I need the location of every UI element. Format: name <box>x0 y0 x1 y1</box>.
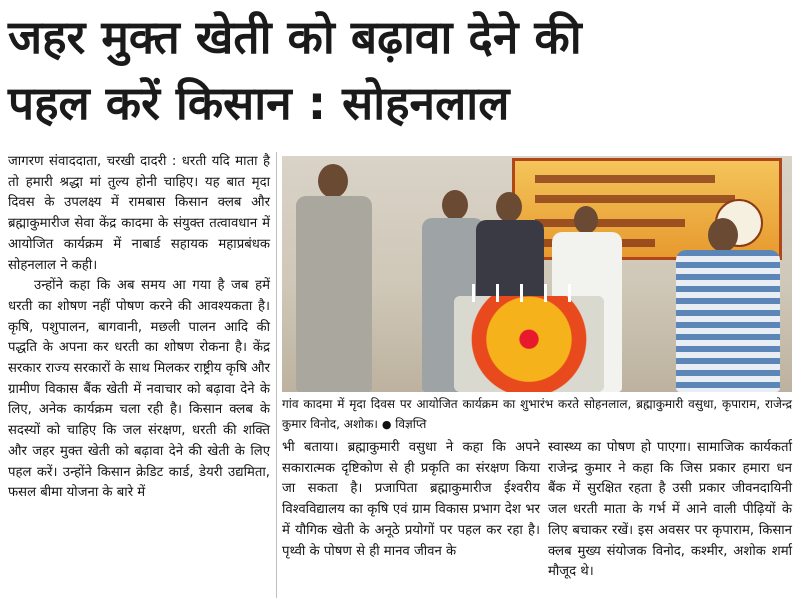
headline-line-2: पहल करें किसान : सोहनलाल <box>8 76 510 130</box>
article-paragraph-3: भी बताया। ब्रह्माकुमारी वसुधा ने कहा कि अपने सकारात्मक दृष्टिकोण से ही प्रकृति का संरक्षण किया जा सकता है। प्रजापिता ब्रह्माकुमारीज ईश्वरीय विश्वविद्यालय का कृषि एवं ग्राम विकास प्रभाग देश भर में यौगिक खेती के अनूठे प्रयोगों पर पहल कर रहा है। पृथ्वी के पोषण से ही मानव जीवन के <box>282 440 540 559</box>
ceremonial-cake <box>454 296 604 392</box>
headline-line-1: जहर मुक्त खेती को बढ़ावा देने की <box>8 10 582 64</box>
article-paragraph-2: उन्होंने कहा कि अब समय आ गया है जब हमें धरती का शोषण नहीं पोषण करने की आवश्यकता है। कृषि, पशुपालन, बागवानी, मछली पालन आदि की पद्धति के अपना कर धरती का शोषण रोकना है। केंद्र सरकार राज्य सरकारों के साथ मिलकर राष्ट्रीय कृषि और ग्रामीण विकास बैंक खेती में नवाचार को बढ़ावा देने के लिए, अनेक कार्यक्रम चला रही है। किसान क्लब के सदस्यों को चाहिए कि जल संरक्षण, धरती की शक्ति और जहर मुक्त खेती को बढ़ावा देने की खेती के लिए पहल करें। उन्होंने किसान क्रेडिट कार्ड, डेयरी उद्यमिता, फसल बीमा योजना के बारे में <box>8 278 270 501</box>
event-photo <box>282 156 792 392</box>
headline <box>8 4 792 136</box>
article-column-left <box>8 152 270 504</box>
article-paragraph-4: स्वास्थ्य का पोषण हो पाएगा। सामाजिक कार्यकर्ता राजेन्द्र कुमार ने कहा कि जिस प्रकार हमारा धन बैंक में सुरक्षित रहता है उसी प्रकार जीवनदायिनी जल धरती माता के गर्भ में आने वाली पीढ़ियों के लिए बचाकर रखें। इस अवसर पर कृपाराम, किसान क्लब मुख्य संयोजक विनोद, कश्मीर, अशोक शर्मा मौजूद थे। <box>548 440 792 580</box>
caption-source-tag: विज्ञप्ति <box>395 417 427 431</box>
photo-caption <box>282 394 792 435</box>
article-column-middle <box>282 438 540 562</box>
article-paragraph-1: जागरण संवाददाता, चरखी दादरी : धरती यदि माता है तो हमारी श्रद्धा मां तुल्य होनी चाहिए। यह बात मृदा दिवस के उपलक्ष्य में रामबास किसान क्लब और ब्रह्माकुमारीज सेवा केंद्र कादमा के संयुक्त तत्वावधान में आयोजित कार्यक्रम में नाबार्ड सहायक महाप्रबंधक सोहनलाल ने कही। <box>8 154 270 273</box>
caption-text: गांव कादमा में मृदा दिवस पर आयोजित कार्यक्रम का शुभारंभ करते सोहनलाल, ब्रह्माकुमारी वसुधा, कृपाराम, राजेन्द्र कुमार विनोद, अशोक। <box>282 397 792 431</box>
column-divider <box>276 152 277 598</box>
caption-bullet-icon: ● <box>381 418 392 431</box>
article-column-right <box>548 438 792 583</box>
